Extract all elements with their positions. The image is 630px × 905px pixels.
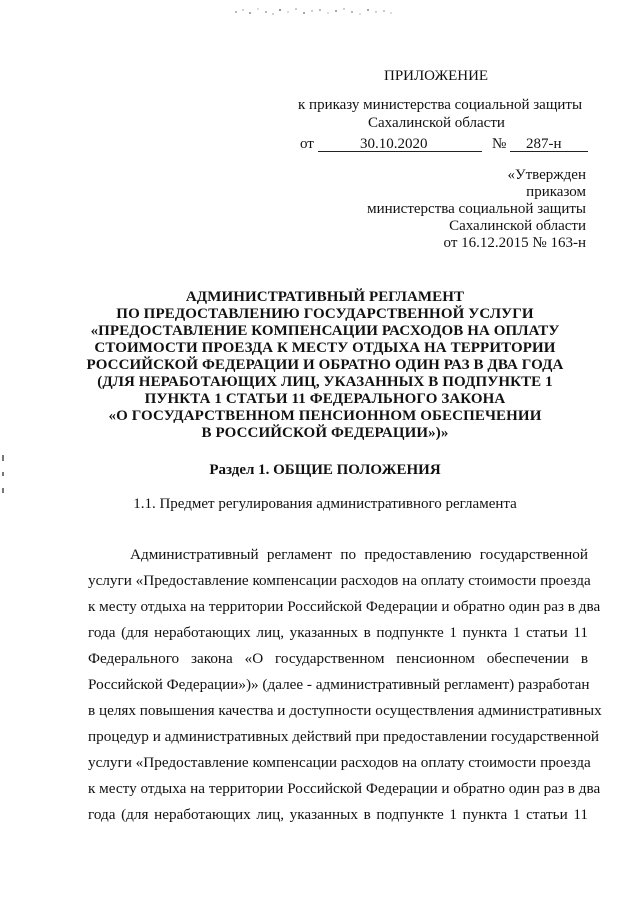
approval-line: «Утвержден	[507, 167, 586, 183]
body-text-line: процедур и административных действий при предоставлении государственной	[88, 728, 600, 745]
from-label: от	[300, 136, 314, 152]
approval-line: Сахалинской области	[449, 218, 586, 234]
approval-line: от 16.12.2015 № 163-н	[443, 235, 586, 251]
scan-edge-mark	[2, 472, 4, 476]
order-reference: к приказу министерства социальной защиты	[298, 97, 583, 113]
body-text-line: Российской Федерации»)» (далее - административный регламент) разработан	[88, 676, 590, 693]
body-text-line: в целях повышения качества и доступности осуществления административных	[88, 702, 602, 719]
document-title-line: «ПРЕДОСТАВЛЕНИЕ КОМПЕНСАЦИИ РАСХОДОВ НА ОПЛАТУ	[90, 323, 560, 339]
document-title-line: ПО ПРЕДОСТАВЛЕНИЮ ГОСУДАРСТВЕННОЙ УСЛУГИ	[116, 306, 534, 322]
document-title-line: (ДЛЯ НЕРАБОТАЮЩИХ ЛИЦ, УКАЗАННЫХ В ПОДПУНКТЕ 1	[97, 374, 553, 390]
document-title-line: В РОССИЙСКОЙ ФЕДЕРАЦИИ»)»	[201, 425, 449, 441]
document-title-line: АДМИНИСТРАТИВНЫЙ РЕГЛАМЕНТ	[185, 289, 465, 305]
document-title-line: ПУНКТА 1 СТАТЬИ 11 ФЕДЕРАЛЬНОГО ЗАКОНА	[144, 391, 506, 407]
approval-line: приказом	[526, 184, 586, 200]
scan-edge-mark	[2, 455, 4, 461]
approval-line: министерства социальной защиты	[367, 201, 586, 217]
document-title-line: «О ГОСУДАРСТВЕННОМ ПЕНСИОННОМ ОБЕСПЕЧЕНИИ	[108, 408, 542, 424]
body-text-line: Федерального закона «О государственном пенсионном обеспечении в	[88, 650, 588, 667]
body-text-line: к месту отдыха на территории Российской Федерации и обратно один раз в два	[88, 598, 601, 615]
body-text-line: услуги «Предоставление компенсации расходов на оплату стоимости проезда	[88, 572, 591, 589]
subsection-heading: 1.1. Предмет регулирования административного регламента	[133, 496, 517, 512]
document-title-line: СТОИМОСТИ ПРОЕЗДА К МЕСТУ ОТДЫХА НА ТЕРРИТОРИИ	[94, 340, 556, 356]
document-title-line: РОССИЙСКОЙ ФЕДЕРАЦИИ И ОБРАТНО ОДИН РАЗ В ДВА ГОДА	[86, 357, 564, 373]
body-text-line: Административный регламент по предоставлению государственной	[130, 546, 588, 563]
section-heading: Раздел 1. ОБЩИЕ ПОЛОЖЕНИЯ	[209, 462, 441, 478]
body-text-line: услуги «Предоставление компенсации расходов на оплату стоимости проезда	[88, 754, 591, 771]
order-region: Сахалинской области	[368, 115, 505, 131]
appendix-label: ПРИЛОЖЕНИЕ	[384, 68, 489, 84]
order-number: 287-н	[526, 136, 562, 152]
body-text-line: года (для неработающих лиц, указанных в подпункте 1 пункта 1 статьи 11	[88, 806, 588, 823]
scan-noise-mark	[228, 4, 398, 20]
order-date: 30.10.2020	[360, 136, 428, 152]
body-text-line: к месту отдыха на территории Российской Федерации и обратно один раз в два	[88, 780, 601, 797]
body-text-line: года (для неработающих лиц, указанных в подпункте 1 пункта 1 статьи 11	[88, 624, 588, 641]
scan-edge-mark	[2, 488, 4, 493]
order-date-number-line	[300, 136, 590, 153]
number-sign: №	[492, 136, 507, 152]
